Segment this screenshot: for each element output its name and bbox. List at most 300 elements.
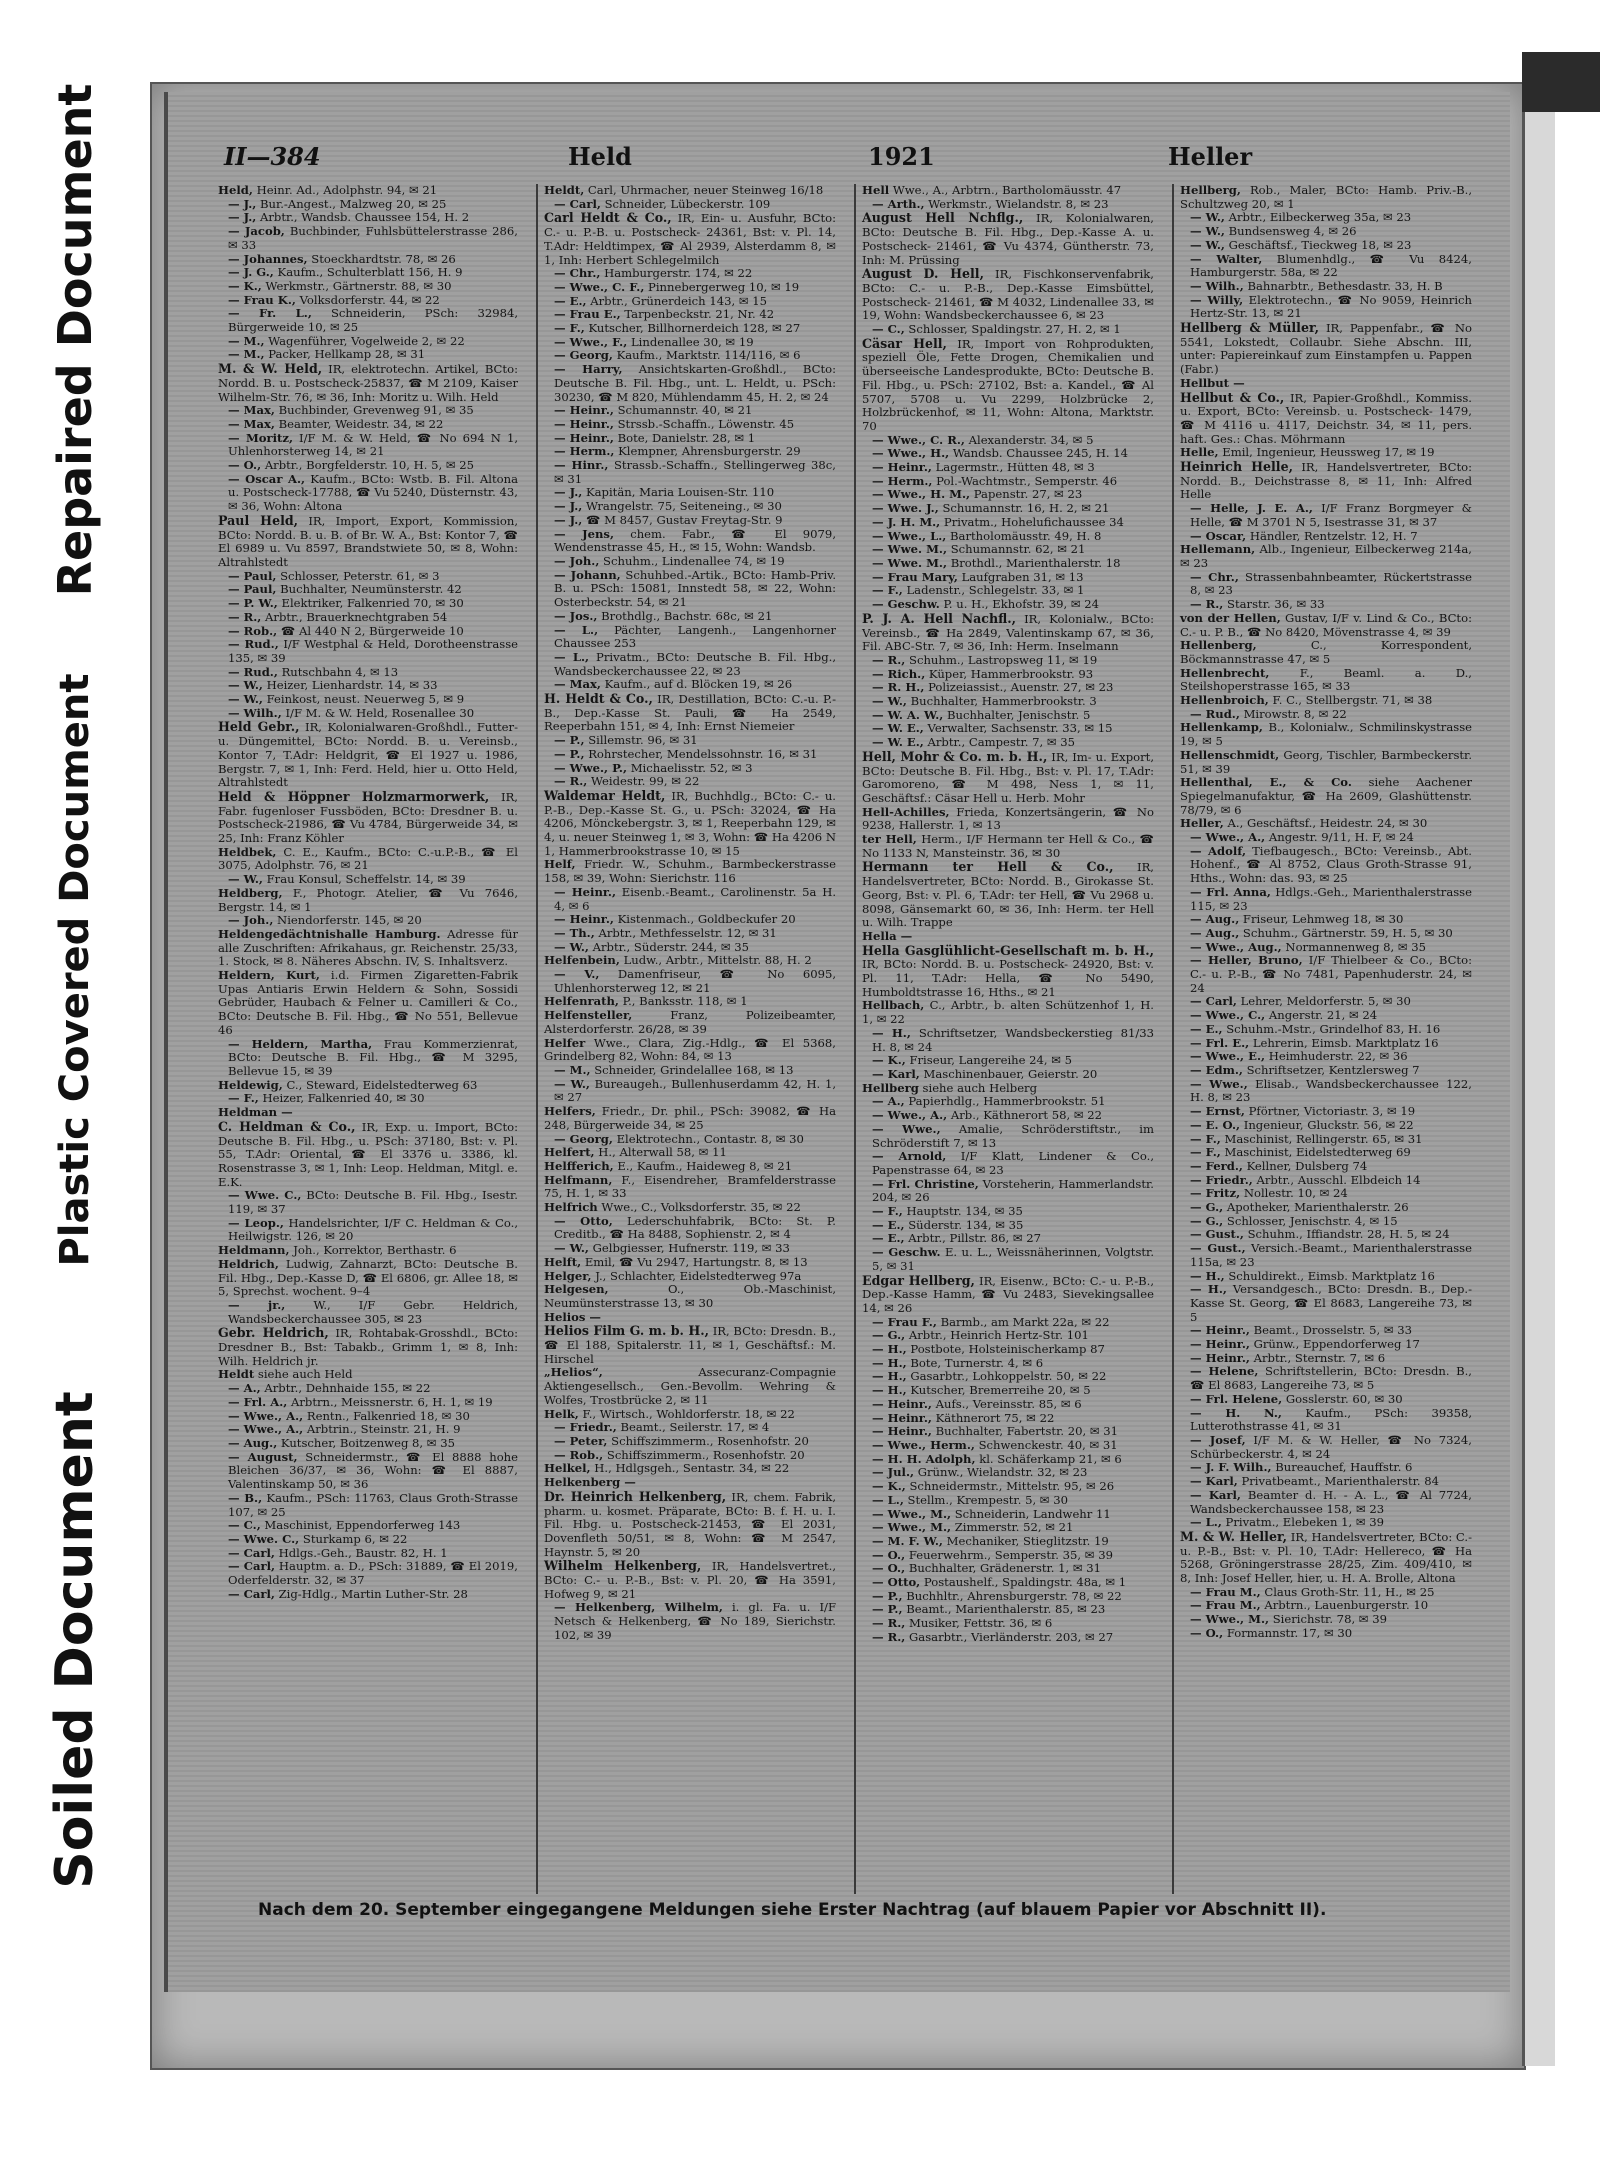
- entry-details: Musiker, Fettstr. 36, ✉ 6: [909, 1616, 1053, 1631]
- entry-name: Hellenbroich,: [1180, 693, 1269, 708]
- entry-details: Wwe., C., Volksdorferstr. 35, ✉ 22: [601, 1200, 801, 1215]
- directory-entry: [862, 1370, 1154, 1384]
- directory-entry: [544, 1215, 836, 1242]
- directory-entry: [544, 886, 836, 913]
- entry-details: Schuhbed.-Artik., BCto: Hamb-Priv. B. u. PSch: 15081, Innstedt 58, ✉ 22, Wohn: Osterbeckstr. 54, ✉ 21: [554, 567, 836, 610]
- entry-name: — J. F. Wilh.,: [1190, 1460, 1272, 1475]
- entry-name: ter Hell,: [862, 832, 917, 847]
- directory-entry: [544, 295, 836, 309]
- directory-entry: [862, 502, 1154, 516]
- entry-details: Assecuranz-Compagnie Aktiengesellsch., Gen.-Bevollm. Wehring & Wolfes, Trostbrücke 2, ✉ 11: [544, 1365, 836, 1407]
- directory-entry: [1180, 1037, 1472, 1051]
- directory-entry: [218, 418, 518, 432]
- entry-name: Paul Held,: [218, 512, 299, 528]
- entry-details: IR, Papier-Großhdl., Kommiss. u. Export, BCto: Vereinsb. u. Postscheck- 1479, ☎ M 4116 u. 4117, Deichstr. 34, ✉ 11, pers. haft. Ges.: Chas. Möhrmann: [1180, 390, 1472, 446]
- entry-name: — Heinr.,: [1190, 1337, 1250, 1352]
- directory-entry: [218, 1423, 518, 1437]
- entry-name: Hell-Achilles,: [862, 804, 950, 819]
- directory-entry: [1180, 954, 1472, 995]
- entry-details: IR, Import von Rohprodukten, speziell Öle, Fette Drogen, Chemikalien und überseeische Landesprodukte, BCto: Deutsche B. Fil. Hbg., u. PSch: 27102, Bst: a. Kandel., ☎ Al 5707, 5708 u. Vu 2299, Holzbrücke 2, Holzbrückenhof, ✉ 11, Wohn: Altona, Marktstr. 70: [862, 336, 1154, 433]
- entry-name: Dr. Heinrich Helkenberg,: [544, 1488, 727, 1504]
- entry-details: IR, Ein- u. Ausfuhr, BCto: C.- u. P.-B. u. Postscheck- 24361, Bst: v. Pl. 14, T.Adr: Heldtimpex, ☎ Al 2939, Alsterdamm 8, ✉ 1, Inh: Herbert Schlegelmilch: [544, 211, 836, 267]
- entry-name: — Peter,: [554, 1433, 608, 1448]
- directory-entry: [218, 914, 518, 928]
- entry-name: — Otto,: [554, 1213, 613, 1228]
- entry-name: — Frl. Helene,: [1190, 1391, 1283, 1406]
- entry-details: Kistenmach., Goldbeckufer 20: [617, 912, 796, 927]
- directory-entry: [862, 557, 1154, 571]
- entry-name: — Johannes,: [228, 251, 308, 266]
- entry-details: C., Arbtr., b. alten Schützenhof 1, H. 1, ✉ 22: [862, 998, 1154, 1027]
- entry-details: Buchbinder, Fuhlsbüttelerstrasse 286, ✉ 33: [228, 224, 518, 252]
- entry-details: I/F Westphal & Held, Dorotheenstrasse 135, ✉ 39: [228, 637, 518, 665]
- entry-details: Arbtr., Eilbeckerweg 35a, ✉ 23: [1228, 210, 1412, 225]
- entry-details: B., Kolonialw., Schmilinskystrasse 19, ✉ 5: [1180, 720, 1472, 749]
- entry-name: — W.,: [228, 692, 263, 707]
- entry-name: Hellbut & Co.,: [1180, 389, 1285, 405]
- entry-details: F. C., Stellbergstr. 71, ✉ 38: [1272, 693, 1433, 708]
- directory-entry: [1180, 502, 1472, 529]
- directory-entry: [1180, 1324, 1472, 1338]
- entry-details: H., Hdlgsgeh., Sentastr. 34, ✉ 22: [594, 1461, 790, 1476]
- entry-name: — K.,: [872, 1479, 906, 1494]
- entry-name: — Rud.,: [228, 637, 279, 652]
- header-first-entry: Held: [568, 142, 632, 171]
- directory-entry: [862, 323, 1154, 337]
- entry-details: Privatm., Hohelufichaussee 34: [943, 514, 1124, 529]
- entry-details: Beamt., Seilerstr. 17, ✉ 4: [620, 1420, 770, 1435]
- entry-name: P. J. A. Hell Nachfl.,: [862, 610, 1017, 626]
- entry-details: Amalie, Schröderstiftstr., im Schröderstift 7, ✉ 13: [872, 1121, 1154, 1150]
- directory-entry: [862, 1027, 1154, 1054]
- directory-entry: [218, 1533, 518, 1547]
- directory-entry: [1180, 460, 1472, 502]
- entry-name: — R. H.,: [872, 680, 925, 695]
- directory-entry: [218, 693, 518, 707]
- entry-details: Schneidermstr., ☎ El 8888 hohe Bleichen 36/37, ✉ 36, Wohn: ☎ El 8887, Valentinskamp 50, ✉ 36: [228, 1449, 518, 1492]
- directory-entry: [544, 184, 836, 198]
- entry-name: — E. O.,: [1190, 1117, 1241, 1132]
- entry-details: Schumannstr. 40, ✉ 21: [617, 403, 753, 418]
- directory-entry: [862, 1590, 1154, 1604]
- entry-name: — H.,: [872, 1342, 907, 1357]
- entry-name: — Heinr.,: [554, 884, 616, 899]
- directory-entry: [218, 432, 518, 459]
- entry-name: Heldt,: [544, 184, 585, 197]
- entry-details: Kutscher, Bremerreihe 20, ✉ 5: [910, 1383, 1091, 1398]
- entry-details: IR, Import, Export, Kommission, BCto: Nordd. B. u. B. of Br. W. A., Bst: Kontor 7, ☎ El 6989 u. Vu 8597, Brandstwiete 50, ✉ 8, Wohn: Altrahlstedt: [218, 513, 518, 569]
- directory-entry: [218, 280, 518, 294]
- entry-name: — O.,: [1190, 1625, 1224, 1640]
- entry-name: — W.,: [228, 678, 263, 693]
- entry-name: — Ferd.,: [1190, 1158, 1243, 1173]
- label-repaired-document: Repaired Document: [48, 83, 102, 597]
- directory-entry: [218, 1410, 518, 1424]
- entry-details: Pächter, Langenh., Langenhorner Chaussee 253: [554, 622, 836, 651]
- entry-name: — H.,: [872, 1383, 907, 1398]
- entry-name: H. Heldt & Co.,: [544, 691, 653, 707]
- entry-details: Buchhalter, Hammerbrookstr. 3: [910, 694, 1097, 709]
- entry-details: Lehrerin, Eimsb. Marktplatz 16: [1252, 1035, 1439, 1050]
- entry-details: Polizeiassist., Auenstr. 27, ✉ 23: [928, 680, 1114, 695]
- directory-entry: [862, 1384, 1154, 1398]
- entry-details: Privatbeamt., Marienthalerstr. 84: [1241, 1474, 1440, 1489]
- entry-name: — Herm.,: [554, 444, 615, 459]
- entry-details: Arbtr., Ausschl. Elbdeich 14: [1256, 1172, 1421, 1187]
- directory-entry: [544, 336, 836, 350]
- directory-entry: [544, 418, 836, 432]
- entry-details: ☎ M 8457, Gustav Freytag-Str. 9: [585, 512, 783, 527]
- entry-name: — Carl,: [228, 1545, 275, 1560]
- entry-details: Wwe., Clara, Zig.-Hdlg., ☎ El 5368, Grindelberg 82, Wohn: 84, ✉ 13: [544, 1035, 836, 1064]
- entry-details: A., Geschäftsf., Heidestr. 24, ✉ 30: [1227, 816, 1428, 831]
- entry-name: — J.,: [228, 196, 257, 211]
- directory-entry: [862, 736, 1154, 750]
- entry-name: — Rob.,: [554, 1447, 604, 1462]
- entry-details: Privatm., Elebeken 1, ✉ 39: [1225, 1515, 1385, 1530]
- entry-details: Vorsteherin, Hammerlandstr. 204, ✉ 26: [872, 1176, 1154, 1205]
- entry-name: — H.,: [1190, 1282, 1227, 1297]
- directory-entry: [862, 530, 1154, 544]
- entry-name: — Oscar,: [1190, 528, 1247, 543]
- entry-details: Schuhm., Lastropsweg 11, ✉ 19: [909, 652, 1098, 667]
- entry-details: Arbtr., Grünerdeich 143, ✉ 15: [590, 293, 767, 308]
- directory-entry: [862, 1054, 1154, 1068]
- entry-details: Wandsb. Chaussee 245, H. 14: [952, 446, 1129, 461]
- entry-name: Helfferich,: [544, 1158, 614, 1173]
- directory-entry: [862, 806, 1154, 833]
- directory-entry: [544, 267, 836, 281]
- directory-entry: [544, 1366, 836, 1407]
- directory-entry: [1180, 1283, 1472, 1324]
- directory-entry: [862, 598, 1154, 612]
- entry-name: — Frl. Anna,: [1190, 884, 1271, 899]
- entry-details: Kutscher, Boitzenweg 8, ✉ 35: [280, 1435, 455, 1450]
- directory-entry: [862, 1219, 1154, 1233]
- label-plastic-covered-document: Plastic Covered Document: [52, 673, 98, 1267]
- entry-details: Werkmstr., Gärtnerstr. 88, ✉ 30: [265, 278, 452, 293]
- entry-name: — E.,: [1190, 1021, 1223, 1036]
- entry-name: — Heller, Bruno,: [1190, 953, 1303, 968]
- entry-name: Heldman —: [218, 1105, 293, 1120]
- entry-name: — W.,: [554, 1241, 589, 1256]
- directory-entry: [862, 475, 1154, 489]
- entry-name: Helfenbein,: [544, 953, 620, 968]
- entry-name: — Carl,: [228, 1559, 276, 1574]
- directory-entry: [544, 734, 836, 748]
- entry-details: Kaufm., PSch: 11763, Claus Groth-Strasse 107, ✉ 25: [228, 1490, 518, 1519]
- directory-entry: [862, 1508, 1154, 1522]
- entry-name: — Helkenberg, Wilhelm,: [554, 1600, 723, 1615]
- entry-details: Pinnebergerweg 10, ✉ 19: [648, 279, 800, 294]
- directory-entry: [218, 1120, 518, 1190]
- directory-entry: [1180, 612, 1472, 639]
- directory-entry: [218, 611, 518, 625]
- directory-entry: [1180, 225, 1472, 239]
- directory-entry: [544, 500, 836, 514]
- entry-name: — Wwe. C.,: [228, 1188, 302, 1203]
- entry-details: Adresse für alle Zuschriften: Afrikahaus, gr. Reichenstr. 25/33, 1. Stock, ✉ 8. Näheres Abschn. IV, S. Inhaltsverz.: [218, 926, 518, 969]
- entry-details: IR, Fischkonservenfabrik, BCto: C.- u. P.-B., Dep.-Kasse Eimsbüttel, Postscheck- 21461, ☎ M 4032, Lindenallee 33, ✉ 19, Wohn: Wandsbeckerchaussee 6, ✉ 23: [862, 267, 1154, 323]
- entry-details: IR, Kolonialw., BCto: Vereinsb., ☎ Ha 2849, Valentinskamp 67, ✉ 36, Fil. ABC-Str. 7, ✉ 36, Inh: Herm. Inselmann: [862, 611, 1154, 654]
- entry-details: Werkmstr., Wielandstr. 8, ✉ 23: [928, 196, 1109, 211]
- entry-name: — Max,: [228, 416, 275, 431]
- entry-name: — F.,: [1190, 1145, 1221, 1160]
- directory-entry: [544, 528, 836, 555]
- directory-entry: [218, 1588, 518, 1602]
- directory-entry: [1180, 1352, 1472, 1366]
- entry-details: Angerstr. 21, ✉ 24: [1268, 1008, 1378, 1023]
- entry-details: Maschinist, Rellingerstr. 65, ✉ 31: [1224, 1131, 1423, 1146]
- entry-name: — F.,: [872, 1204, 903, 1219]
- entry-details: I/F M. & W. Heller, ☎ No 7324, Schürbeckerstr. 4, ✉ 24: [1190, 1432, 1472, 1461]
- entry-details: Angestr. 9/11, H. F, ✉ 24: [1268, 830, 1414, 845]
- directory-entry: [544, 1256, 836, 1270]
- entry-details: i.d. Firmen Zigaretten-Fabrik Upas Antiaris Erwin Heldern & Sohn, Sossidi Gebrüder, Haubach & Felner u. Camilleri & Co., BCto: Deutsche B. Fil. Hbg., ☎ No 551, Bellevue 46: [218, 968, 518, 1037]
- entry-details: Schriftsetzer, Wandsbeckerstieg 81/33 H. 8, ✉ 24: [872, 1025, 1154, 1054]
- directory-entry: [1180, 211, 1472, 225]
- entry-name: — J.,: [554, 512, 583, 527]
- entry-details: Bur.-Angest., Malzweg 20, ✉ 25: [259, 196, 447, 211]
- entry-details: IR, Rohtabak-Grosshdl., BCto: Dresdner B., Bst: Tabakb., Grimm 1, ✉ 8, Inh: Wilh. Heldrich jr.: [218, 1326, 518, 1368]
- directory-entry: [544, 322, 836, 336]
- entry-name: — Heinr.,: [1190, 1323, 1250, 1338]
- entry-name: — L.,: [1190, 1515, 1222, 1530]
- entry-details: Schumannstr. 62, ✉ 21: [950, 542, 1086, 557]
- entry-name: — F.,: [228, 1091, 259, 1106]
- directory-entry: [544, 1462, 836, 1476]
- entry-name: — Paul,: [228, 568, 277, 583]
- directory-entry: [1180, 1516, 1472, 1530]
- directory-column-3: [854, 184, 1154, 1894]
- entry-details: Arbtr., Brauerknechtgraben 54: [265, 609, 448, 624]
- entry-name: Helfenrath,: [544, 994, 619, 1009]
- header-year: 1921: [868, 142, 935, 171]
- entry-details: Alexanderstr. 34, ✉ 5: [968, 432, 1094, 447]
- entry-name: — Wwe., Aug.,: [1190, 939, 1282, 954]
- entry-name: — Moritz,: [228, 430, 293, 445]
- directory-entry: [1180, 639, 1472, 666]
- entry-name: Hellenschmidt,: [1180, 747, 1280, 762]
- directory-entry: [862, 722, 1154, 736]
- entry-details: IR, Kolonialwaren-Großhdl., Futter- u. Düngemittel, BCto: Nordd. B. u. Vereinsb., Kontor 7, T.Adr: Heldgrit, ☎ El 1927 u. 1986, Bergstr. 7, ✉ 1, Inh: Ferd. Held, hier u. Otto Held, Altrahlstedt: [218, 720, 518, 790]
- directory-entry: [1180, 1407, 1472, 1434]
- entry-details: Versandgesch., BCto: Dresdn. B., Dep.-Kasse St. Georg, ☎ El 8683, Langereihe 73, ✉ 5: [1190, 1282, 1472, 1324]
- entry-details: I/F Klatt, Lindener & Co., Papenstrasse 64, ✉ 23: [872, 1149, 1154, 1177]
- entry-name: — H.,: [872, 1369, 907, 1384]
- entry-details: Arbtr., Pillstr. 86, ✉ 27: [908, 1231, 1042, 1246]
- entry-name: August D. Hell,: [862, 266, 984, 282]
- entry-name: — Max,: [228, 403, 275, 418]
- entry-name: — Wwe., C. R.,: [872, 432, 965, 447]
- entry-name: — Jens,: [554, 526, 614, 541]
- entry-name: — R.,: [872, 1616, 906, 1631]
- entry-details: Schneiderin, Landwehr 11: [954, 1506, 1111, 1521]
- entry-name: — Chr.,: [1190, 569, 1239, 584]
- directory-entry: [1180, 1009, 1472, 1023]
- directory-entry: [218, 873, 518, 887]
- entry-name: Hellbut —: [1180, 375, 1245, 390]
- directory-entry: [1180, 941, 1472, 955]
- entry-name: — Frl. A.,: [228, 1394, 288, 1409]
- directory-entry: [862, 543, 1154, 557]
- entry-name: — Johann,: [554, 567, 621, 582]
- entry-name: — W.,: [1190, 210, 1225, 225]
- directory-entry: [218, 1437, 518, 1451]
- entry-details: Frieda, Konzertsängerin, ☎ No 9238, Hallerstr. 1, ✉ 13: [862, 804, 1154, 833]
- entry-name: — Josef,: [1190, 1432, 1246, 1447]
- directory-entry: [862, 1082, 1154, 1096]
- entry-details: Arbtr., Methfesselstr. 12, ✉ 31: [598, 925, 777, 940]
- directory-entry: [218, 1519, 518, 1533]
- entry-name: — K.,: [228, 278, 262, 293]
- entry-details: Weidestr. 99, ✉ 22: [591, 774, 700, 789]
- entry-details: Kutscher, Billhornerdeich 128, ✉ 27: [588, 321, 801, 336]
- directory-column-4: [1172, 184, 1472, 1894]
- entry-details: Elektrotechn., ☎ No 9059, Heinrich Hertz-Str. 13, ✉ 21: [1190, 292, 1472, 321]
- directory-entry: [218, 335, 518, 349]
- directory-entry: [544, 624, 836, 651]
- entry-name: — Joh.,: [554, 553, 600, 568]
- directory-columns: [218, 184, 1488, 1894]
- directory-entry: [218, 1396, 518, 1410]
- entry-details: Ludwig, Zahnarzt, BCto: Deutsche B. Fil. Hbg., Dep.-Kasse D, ☎ El 6806, gr. Allee 18, ✉ 5, Sprechst. wochent. 9–4: [218, 1256, 518, 1299]
- entry-name: — Rich.,: [872, 666, 926, 681]
- entry-name: von der Hellen,: [1180, 610, 1281, 625]
- entry-details: Friseur, Langereihe 24, ✉ 5: [909, 1053, 1073, 1068]
- directory-entry: [862, 267, 1154, 323]
- entry-name: Hellenberg,: [1180, 638, 1257, 653]
- entry-name: — P. W.,: [228, 596, 278, 611]
- directory-entry: [544, 555, 836, 569]
- entry-details: Bureauchef, Hauffstr. 6: [1275, 1460, 1413, 1475]
- directory-entry: [218, 1382, 518, 1396]
- entry-name: — Heinr.,: [872, 1410, 932, 1425]
- entry-details: Buchhalter, Neumünsterstr. 42: [280, 582, 462, 597]
- directory-entry: [1180, 694, 1472, 708]
- entry-details: IR, Handelsvertreter, BCto: Nordd. B., Girokasse St. Georg, Bst: v. Pl. 6, T.Adr: ter Hell, ☎ Vu 2968 u. 8098, Gänsemarkt 60, ✉ 36, Inh: Herm. ter Hell u. Wilh. Trappe: [862, 860, 1154, 930]
- entry-name: — O.,: [228, 458, 262, 473]
- entry-name: — Aug.,: [1190, 925, 1240, 940]
- directory-entry: [218, 707, 518, 721]
- entry-name: — P.,: [554, 733, 585, 748]
- entry-details: Beamter d. H. - A. L., ☎ Al 7724, Wandsbeckerchaussee 158, ✉ 23: [1190, 1487, 1472, 1516]
- entry-details: Zig-Hdlg., Martin Luther-Str. 28: [278, 1586, 468, 1601]
- directory-entry: [544, 198, 836, 212]
- entry-details: Lederschuhfabrik, BCto: St. P. Creditb., ☎ Ha 8488, Sophienstr. 2, ✉ 4: [554, 1213, 836, 1242]
- directory-entry: [544, 1078, 836, 1105]
- entry-details: Claus Groth-Str. 11, H., ✉ 25: [1264, 1584, 1435, 1599]
- footer-note: Nach dem 20. September eingegangene Meldungen siehe Erster Nachtrag (auf blauem Papier vor Abschnitt II).: [258, 1900, 1327, 1920]
- page-number: II—384: [224, 142, 321, 171]
- directory-entry: [218, 597, 518, 611]
- entry-name: — E.,: [872, 1217, 905, 1232]
- entry-name: Hellenthal, E., & Co.: [1180, 775, 1352, 790]
- directory-entry: [218, 570, 518, 584]
- entry-name: Heinrich Helle,: [1180, 459, 1293, 475]
- directory-entry: [862, 198, 1154, 212]
- entry-details: Georg, Tischler, Barmbeckerstr. 51, ✉ 39: [1180, 747, 1472, 776]
- directory-entry: [862, 1494, 1154, 1508]
- directory-entry: [1180, 749, 1472, 776]
- entry-details: Pförtner, Victoriastr. 3, ✉ 19: [1248, 1104, 1416, 1119]
- directory-entry: [544, 1242, 836, 1256]
- entry-details: Käthnerort 75, ✉ 22: [935, 1410, 1055, 1425]
- entry-details: Zimmerstr. 52, ✉ 21: [954, 1520, 1074, 1535]
- entry-name: M. & W. Held,: [218, 361, 323, 377]
- directory-entry: [862, 709, 1154, 723]
- directory-entry: [862, 1232, 1154, 1246]
- directory-entry: [862, 1068, 1154, 1082]
- entry-details: Papierhdlg., Hammerbrookstr. 51: [908, 1094, 1106, 1109]
- entry-details: I/F M. & W. Held, Rosenallee 30: [285, 705, 475, 720]
- directory-entry: [1180, 280, 1472, 294]
- entry-name: Helk,: [544, 1406, 579, 1421]
- entry-details: Sillemstr. 96, ✉ 31: [588, 733, 698, 748]
- entry-details: Wagenführer, Vogelweide 2, ✉ 22: [268, 333, 465, 348]
- directory-entry: [1180, 913, 1472, 927]
- directory-entry: [218, 473, 518, 514]
- entry-name: Heller,: [1180, 816, 1224, 831]
- entry-name: — Arth.,: [872, 196, 925, 211]
- entry-name: Waldemar Heldt,: [544, 787, 666, 803]
- entry-details: Schuldirekt., Eimsb. Marktplatz 16: [1228, 1268, 1435, 1283]
- directory-entry: [862, 461, 1154, 475]
- entry-name: Helfrich: [544, 1200, 598, 1215]
- entry-details: Wwe., A., Arbtrn., Bartholomäusstr. 47: [892, 184, 1122, 197]
- entry-details: Ingenieur, Gluckstr. 56, ✉ 22: [1243, 1117, 1414, 1132]
- directory-entry: [1180, 1475, 1472, 1489]
- directory-entry: [544, 432, 836, 446]
- entry-details: IR, Handelsvertret., BCto: C.- u. P.-B., Bst: v. Pl. 20, ☎ Ha 3591, Hofweg 9, ✉ 21: [544, 1559, 836, 1601]
- entry-details: Grünw., Wielandstr. 32, ✉ 23: [917, 1465, 1088, 1480]
- entry-details: P., Banksstr. 118, ✉ 1: [622, 994, 748, 1009]
- directory-entry: [862, 1453, 1154, 1467]
- entry-details: C. E., Kaufm., BCto: C.-u.P.-B., ☎ El 3075, Adolphstr. 76, ✉ 21: [218, 844, 518, 873]
- entry-details: Stoeckhardtstr. 78, ✉ 26: [311, 251, 456, 266]
- entry-name: — R.,: [1190, 597, 1224, 612]
- entry-details: IR, BCto: Dresdn. B., ☎ El 188, Spitalerstr. 11, ✉ 1, Geschäftsf.: M. Hirschel: [544, 1324, 836, 1366]
- entry-details: Buchhalter, Grädenerstr. 1, ✉ 31: [908, 1561, 1102, 1576]
- entry-details: Schuhm., Lindenallee 74, ✉ 19: [603, 553, 785, 568]
- entry-details: Arbtr., Heinrich Hertz-Str. 101: [908, 1328, 1089, 1343]
- entry-name: — F.,: [1190, 1131, 1221, 1146]
- entry-name: Helger,: [544, 1268, 592, 1283]
- directory-entry: [862, 1398, 1154, 1412]
- directory-entry: [1180, 294, 1472, 321]
- entry-name: — Adolf,: [1190, 843, 1247, 858]
- entry-details: Schneidermstr., Mittelstr. 95, ✉ 26: [909, 1479, 1115, 1494]
- entry-name: — O.,: [872, 1561, 906, 1576]
- entry-details: Franz, Polizeibeamter, Alsterdorferstr. 26/28, ✉ 39: [544, 1008, 836, 1036]
- directory-entry: [862, 1617, 1154, 1631]
- entry-details: Friedr. W., Schuhm., Barmbeckerstrasse 158, ✉ 39, Wohn: Sierichstr. 116: [544, 857, 836, 886]
- entry-details: Grünw., Eppendorferweg 17: [1253, 1337, 1420, 1352]
- entry-details: Arbtrn., Lauenburgerstr. 10: [1264, 1598, 1429, 1613]
- directory-entry: [1180, 845, 1472, 886]
- directory-entry: [1180, 1105, 1472, 1119]
- entry-name: — jr.,: [228, 1297, 286, 1312]
- directory-entry: [544, 459, 836, 486]
- entry-name: — J.,: [554, 485, 583, 500]
- entry-details: Kellner, Dulsberg 74: [1246, 1158, 1368, 1173]
- entry-details: Gustav, I/F v. Lind & Co., BCto: C.- u. P. B., ☎ No 8420, Mövenstrasse 4, ✉ 39: [1180, 610, 1472, 639]
- entry-name: — P.,: [872, 1602, 903, 1617]
- entry-name: — Gust.,: [1190, 1241, 1246, 1256]
- entry-name: — Max,: [554, 677, 601, 692]
- directory-entry: [862, 571, 1154, 585]
- entry-details: W., I/F Gebr. Heldrich, Wandsbeckerchaussee 305, ✉ 23: [228, 1297, 518, 1326]
